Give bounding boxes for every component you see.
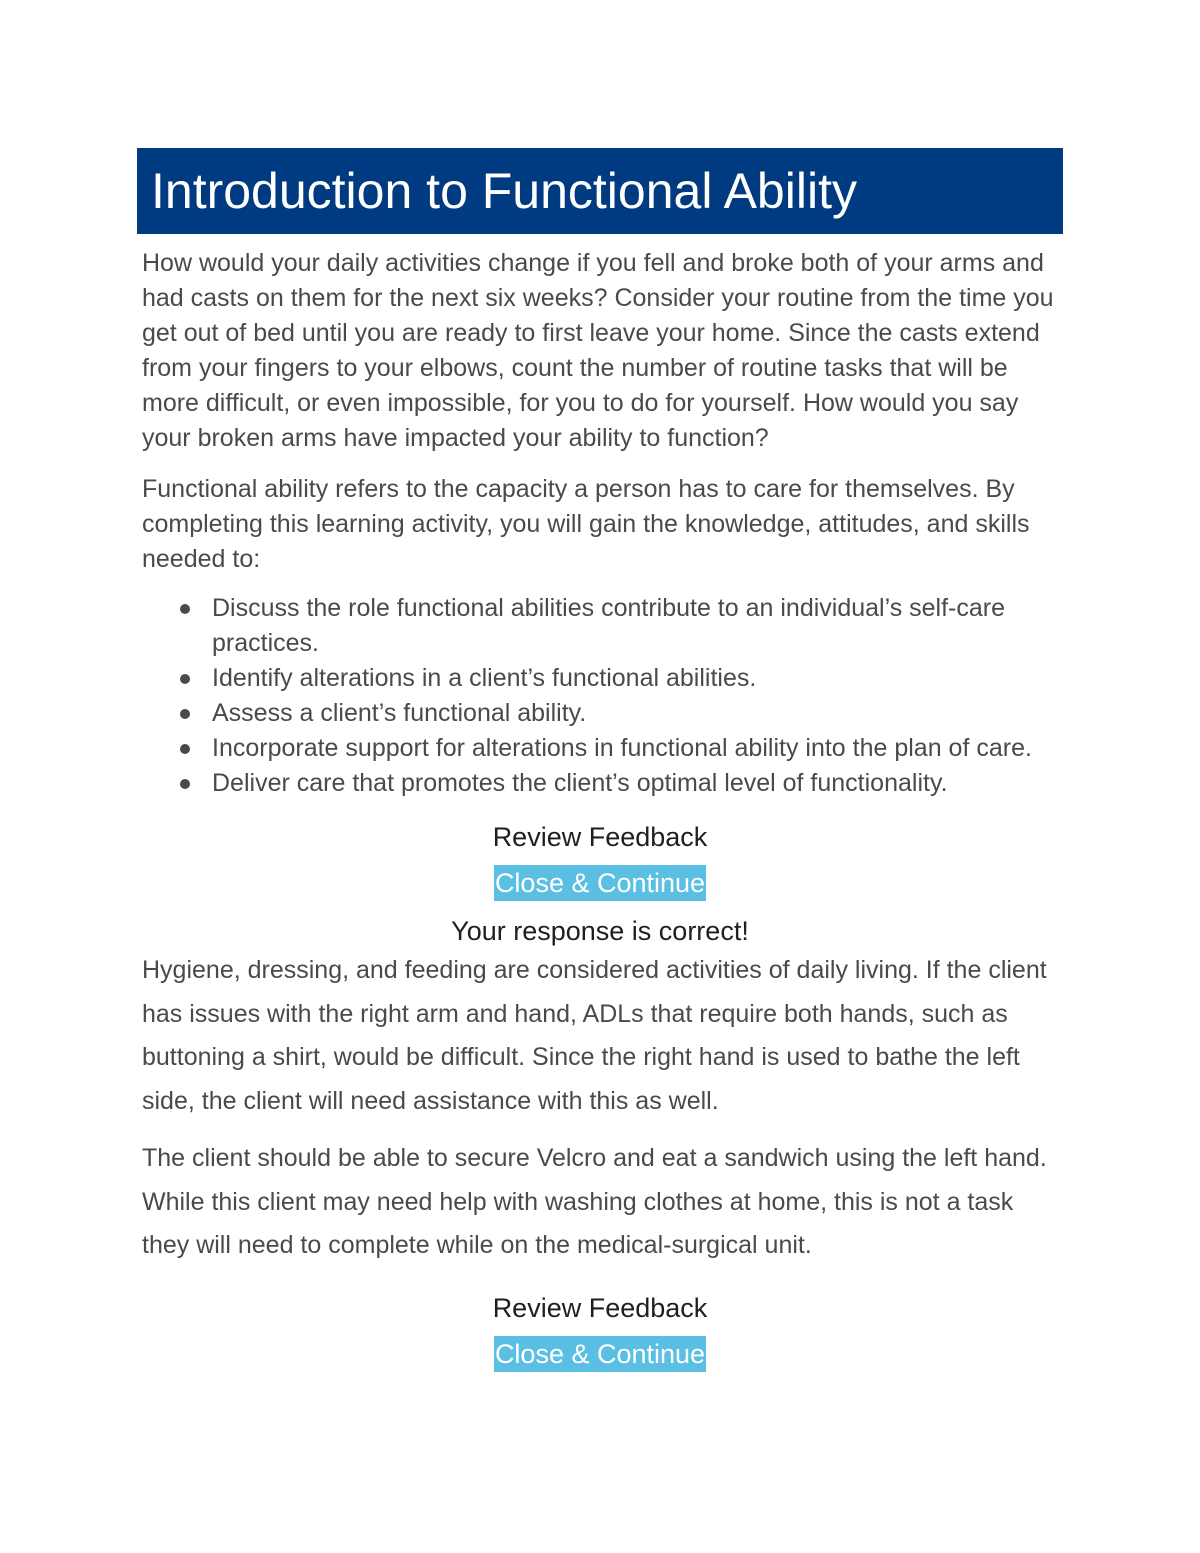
- bullet-icon: [180, 779, 190, 789]
- content-body: [142, 246, 1064, 1374]
- review-feedback-label[interactable]: Review Feedback: [492, 822, 708, 852]
- bullet-icon: [180, 744, 190, 754]
- page-title: Introduction to Functional Ability: [151, 163, 857, 219]
- continue-wrap: [142, 1336, 1058, 1374]
- bullet-icon: [180, 674, 190, 684]
- continue-wrap: [142, 865, 1058, 903]
- objective-text: Assess a client’s functional ability.: [212, 699, 587, 727]
- objective-item: [142, 661, 1064, 696]
- functional-ability-paragraph: Functional ability refers to the capacity a person has to care for themselves. By completing this learning activity, you will gain the knowledge, attitudes, and skills needed to:: [142, 475, 1030, 573]
- review-feedback-label[interactable]: Review Feedback: [492, 1292, 708, 1323]
- objective-text: Identify alterations in a client’s functional abilities.: [212, 664, 757, 692]
- close-continue-button[interactable]: Close & Continue: [494, 1336, 706, 1372]
- objective-item: [142, 766, 1064, 801]
- objectives-list: [142, 591, 1064, 801]
- feedback-controls-1: [142, 819, 1058, 949]
- objective-text: Deliver care that promotes the client’s optimal level of functionality.: [212, 769, 948, 797]
- objective-item: [142, 696, 1064, 731]
- intro-paragraph: How would your daily activities change if you fell and broke both of your arms and had casts on them for the next six weeks? Consider your routine from the time you get out of bed until you are ready to first leave your home. Since the casts extend from your fingers to your elbows, count the number of routine tasks that will be more difficult, or even impossible, for you to do for yourself. How would you say your broken arms have impacted your ability to function?: [142, 249, 1054, 452]
- feedback-text: [142, 949, 1064, 1268]
- objective-item: [142, 731, 1064, 766]
- feedback-controls-2: [142, 1290, 1058, 1374]
- objective-text: Discuss the role functional abilities contribute to an individual’s self-care practices.: [212, 594, 1006, 657]
- close-continue-button[interactable]: Close & Continue: [494, 865, 706, 901]
- objective-item: [142, 591, 1064, 661]
- bullet-icon: [180, 604, 190, 614]
- objective-text: Incorporate support for alterations in functional ability into the plan of care.: [212, 734, 1032, 762]
- feedback-paragraph: The client should be able to secure Velcro and eat a sandwich using the left hand. While this client may need help with washing clothes at home, this is not a task they will need to complete while on the medical-surgical unit.: [142, 1144, 1047, 1259]
- result-message: Your response is correct!: [451, 916, 749, 946]
- feedback-paragraph: Hygiene, dressing, and feeding are considered activities of daily living. If the client has issues with the right arm and hand, ADLs that require both hands, such as buttoning a shirt, would be difficult. Since the right hand is used to bathe the left side, the client will need assistance with this as well.: [142, 956, 1047, 1115]
- bullet-icon: [180, 709, 190, 719]
- title-banner: [137, 148, 1063, 234]
